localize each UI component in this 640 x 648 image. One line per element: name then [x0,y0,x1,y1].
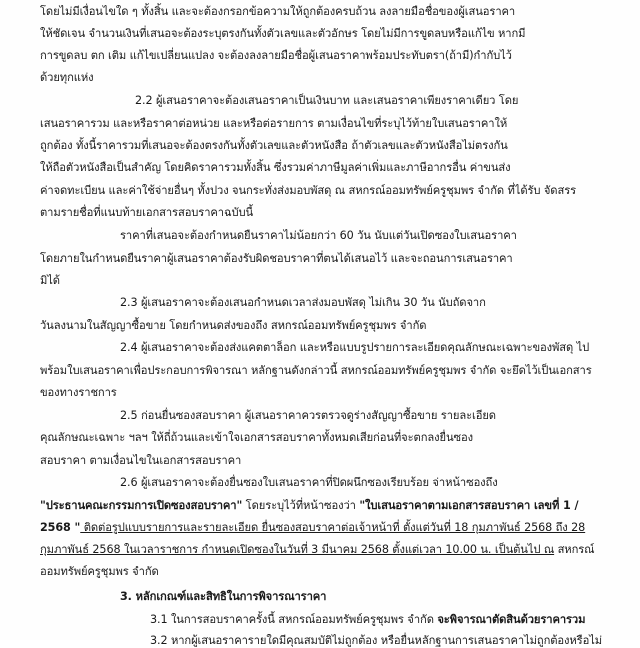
text-line [40,521,585,535]
text-segment: 3.1 ในการสอบราคาครั้งนี้ สหกรณ์ออมทรัพย์ครูชุมพร จำกัด [150,613,438,626]
opening-date-underlined: กุมภาพันธ์ 2568 ในเวลาราชการ กำหนดเปิดซองในวันที่ 3 มีนาคม 2568 ตั้งแต่เวลา 10.00 น. เป็นต้นไป ณ [40,543,555,556]
text-line: เสนอราคารวม และหรือราคาต่อหน่วย และหรือต่อรายการ ตามเงื่อนไขที่ระบุไว้ท้ายใบเสนอราคาให้ [40,117,508,130]
submission-dates-underlined: ติดต่อรูปแบบรายการและรายละเอียด ยื่นซองสอบราคาต่อเจ้าหน้าที่ ตั้งแต่วันที่ 18 กุมภาพันธ์ 2568 ถึง 28 [80,521,586,534]
text-line: ของทางราชการ [40,386,117,399]
text-segment: โดยระบุไว้ที่หน้าซองว่า [242,499,360,512]
envelope-title-bold: "ใบเสนอราคาตามเอกสารสอบราคา เลขที่ 1 / [359,499,579,512]
text-line: 2.4 ผู้เสนอราคาจะต้องส่งแคตตาล็อก และหรือแบบรูปรายการละเอียดคุณลักษณะเฉพาะของพัสดุ ไป [120,341,590,354]
criteria-bold: จะพิจารณาตัดสินด้วยราคารวม [437,613,586,626]
text-line: โดยไม่มีเงื่อนไขใด ๆ ทั้งสิ้น และจะต้องกรอกข้อความให้ถูกต้องครบถ้วน ลงลายมือชื่อของผู้เสนอราคา [40,5,516,18]
text-line: คุณลักษณะเฉพาะ ฯลฯ ให้ถี่ถ้วนและเข้าใจเอกสารสอบราคาทั้งหมดเสียก่อนที่จะตกลงยื่นซอง [40,431,473,444]
text-line: พร้อมใบเสนอราคาเพื่อประกอบการพิจารณา หลักฐานดังกล่าวนี้ สหกรณ์ออมทรัพย์ครูชุมพร จำกัด จะยึดไว้เป็นเอกสาร [40,364,592,377]
text-line: 2.2 ผู้เสนอราคาจะต้องเสนอราคาเป็นเงินบาท และเสนอราคาเพียงราคาเดียว โดย [135,94,519,107]
text-line: ราคาที่เสนอจะต้องกำหนดยืนราคาไม่น้อยกว่า 60 วัน นับแต่วันเปิดซองใบเสนอราคา [120,229,517,242]
text-line: วันลงนามในสัญญาซื้อขาย โดยกำหนดส่งของถึง สหกรณ์ออมทรัพย์ครูชุมพร จำกัด [40,319,427,332]
text-line: ออมทรัพย์ครูชุมพร จำกัด [40,565,159,578]
text-line: 2.6 ผู้เสนอราคาจะต้องยื่นซองใบเสนอราคาที่ปิดผนึกซองเรียบร้อย จ่าหน้าซองถึง [120,476,498,489]
envelope-number-bold: 2568 " [40,521,81,534]
text-line: ตามรายชื่อที่แนบท้ายเอกสารสอบราคาฉบับนี้ [40,206,254,219]
text-line: โดยภายในกำหนดยืนราคาผู้เสนอราคาต้องรับผิดชอบราคาที่ตนได้เสนอไว้ และจะถอนการเสนอราคา [40,252,513,265]
text-line: ถูกต้อง ทั้งนี้ราคารวมที่เสนอจะต้องตรงกันทั้งตัวเลขและตัวหนังสือ ถ้าตัวเลขและตัวหนังสือไม่ตรงกัน [40,139,508,152]
text-line: มิได้ [40,274,60,287]
text-line [40,499,579,513]
addressee-bold: "ประธานคณะกรรมการเปิดซองสอบราคา" [40,499,243,512]
text-line: ให้ถือตัวหนังสือเป็นสำคัญ โดยคิดราคารวมทั้งสิ้น ซึ่งรวมค่าภาษีมูลค่าเพิ่มและภาษีอากรอื่น ค่าขนส่ง [40,161,511,174]
text-line [150,613,585,627]
text-segment: สหกรณ์ [554,543,595,556]
text-line: 2.5 ก่อนยื่นซองสอบราคา ผู้เสนอราคาควรตรวจดูร่างสัญญาซื้อขาย รายละเอียด [120,409,496,422]
text-line: ค่าจดทะเบียน และค่าใช้จ่ายอื่นๆ ทั้งปวง จนกระทั่งส่งมอบพัสดุ ณ สหกรณ์ออมทรัพย์ครูชุมพร จำกัด ที่ได้รับ จัดสรร [40,184,577,197]
text-line [40,543,594,557]
text-line: 3.2 หากผู้เสนอราคารายใดมีคุณสมบัติไม่ถูกต้อง หรือยื่นหลักฐานการเสนอราคาไม่ถูกต้องหรือไม่ [150,634,602,647]
text-line: ด้วยทุกแห่ง [40,71,94,84]
section-heading: 3. หลักเกณฑ์และสิทธิในการพิจารณาราคา [120,590,327,603]
text-line: สอบราคา ตามเงื่อนไขในเอกสารสอบราคา [40,454,242,467]
text-line: ให้ชัดเจน จำนวนเงินที่เสนอจะต้องระบุตรงกันทั้งตัวเลขและตัวอักษร โดยไม่มีการขูดลบหรือแก้ไข หากมี [40,27,526,40]
text-line: 2.3 ผู้เสนอราคาจะต้องเสนอกำหนดเวลาส่งมอบพัสดุ ไม่เกิน 30 วัน นับถัดจาก [120,296,486,309]
text-line: การขูดลบ ตก เติม แก้ไขเปลี่ยนแปลง จะต้องลงลายมือชื่อผู้เสนอราคาพร้อมประทับตรา(ถ้ามี)กำกับไว้ [40,49,512,62]
